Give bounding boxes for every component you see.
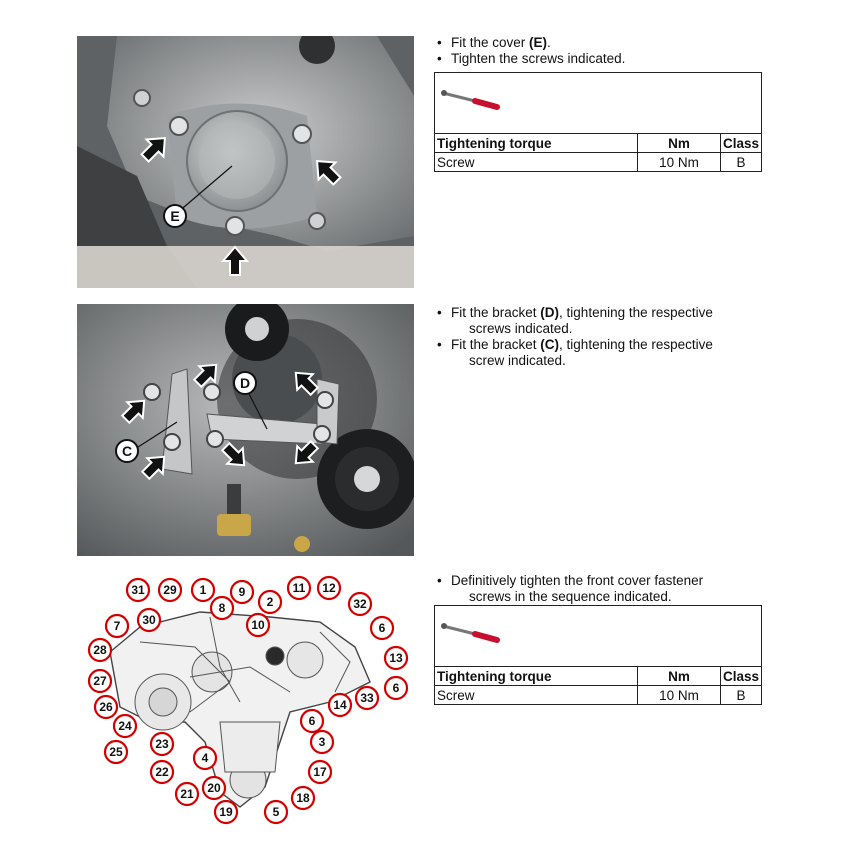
sequence-number: 6 (308, 714, 316, 728)
sequence-number: 8 (218, 601, 226, 615)
torque-wrench-icon (439, 85, 509, 115)
sequence-callout (211, 597, 233, 619)
sequence-callout (194, 747, 216, 769)
sequence-number: 5 (272, 805, 280, 819)
sequence-callout (349, 593, 371, 615)
sequence-number: 11 (292, 581, 306, 595)
sequence-number: 23 (155, 737, 169, 751)
sequence-number: 6 (392, 681, 400, 695)
sequence-number: 13 (389, 651, 403, 665)
label-c: C (121, 443, 133, 459)
sequence-number: 2 (266, 595, 274, 609)
wrench-row (435, 73, 761, 134)
sequence-callout (138, 609, 160, 631)
sequence-callout (309, 761, 331, 783)
label-e: E (170, 208, 180, 224)
sequence-number: 33 (360, 691, 374, 705)
sequence-callout (259, 591, 281, 613)
sequence-callout (106, 615, 128, 637)
sequence-number: 3 (318, 735, 326, 749)
sequence-number: 19 (219, 805, 233, 819)
sequence-callout (385, 647, 407, 669)
sequence-callout (356, 687, 378, 709)
sequence-number: 21 (180, 787, 194, 801)
sequence-callout (292, 787, 314, 809)
screw-d-2 (317, 392, 333, 408)
sequence-callout (265, 801, 287, 823)
instruction-tighten-screws: • Tighten the screws indicated. (437, 51, 626, 66)
sequence-callout (371, 617, 393, 639)
sequence-callout (288, 577, 310, 599)
step1-instructions (435, 35, 625, 67)
sequence-callout (301, 710, 323, 732)
torque-table-2: Tightening torque Nm Class Screw 10 Nm B (434, 605, 762, 705)
sequence-number: 18 (296, 791, 310, 805)
instruction-fit-cover: • Fit the cover (E). (437, 35, 551, 50)
cover-e-photo (77, 36, 414, 288)
sequence-callout (127, 579, 149, 601)
sequence-callout (311, 731, 333, 753)
sequence-number: 29 (163, 583, 177, 597)
torque-wrench-icon (439, 618, 509, 648)
step3-instructions (435, 573, 703, 605)
sequence-number: 6 (378, 621, 386, 635)
sequence-callout (329, 694, 351, 716)
sequence-number: 4 (201, 751, 209, 765)
sequence-callout (203, 777, 225, 799)
screw-top-right (293, 125, 311, 143)
sequence-callout (151, 733, 173, 755)
sequence-number: 22 (155, 765, 169, 779)
sequence-callout (151, 761, 173, 783)
sequence-number: 20 (207, 781, 221, 795)
screw-bottom (226, 217, 244, 235)
instruction-fit-bracket-d: • Fit the bracket (D), tightening the respective screws indicated. (437, 305, 713, 336)
sequence-number: 30 (142, 613, 156, 627)
screw-d-1 (204, 384, 220, 400)
sequence-number: 31 (131, 583, 145, 597)
sequence-callout (176, 783, 198, 805)
sequence-callout (95, 696, 117, 718)
instruction-fit-bracket-c: • Fit the bracket (C), tightening the respective screw indicated. (437, 337, 713, 368)
sequence-callout (114, 715, 136, 737)
screw-c-1 (144, 384, 160, 400)
sequence-number: 12 (322, 581, 336, 595)
sequence-number: 17 (313, 765, 327, 779)
sequence-callout (105, 741, 127, 763)
sequence-number: 32 (353, 597, 367, 611)
screw-top-left (170, 117, 188, 135)
sequence-number: 26 (99, 700, 113, 714)
sequence-number: 25 (109, 745, 123, 759)
torque-table-1: Tightening torque Nm Class Screw 10 Nm B (434, 72, 762, 172)
screw-d-3 (207, 431, 223, 447)
sequence-number: 14 (333, 698, 347, 712)
sequence-number: 10 (251, 618, 265, 632)
sequence-number: 27 (93, 674, 107, 688)
sequence-callout (318, 577, 340, 599)
label-d: D (239, 375, 251, 391)
sequence-number: 28 (93, 643, 107, 657)
sequence-callout (159, 579, 181, 601)
screw-c-2 (164, 434, 180, 450)
wrench-row (435, 606, 761, 667)
front-cover-diagram (80, 572, 415, 830)
sequence-callout (385, 677, 407, 699)
sequence-number: 1 (199, 583, 207, 597)
sequence-callout (89, 670, 111, 692)
sequence-number: 9 (238, 585, 246, 599)
sequence-callout (247, 614, 269, 636)
sequence-callout (89, 639, 111, 661)
step2-instructions (435, 305, 713, 369)
instruction-definitively-tighten: • Definitively tighten the front cover fastener screws in the sequence indicated. (437, 573, 704, 604)
sequence-callout (192, 579, 214, 601)
sequence-number: 7 (113, 619, 121, 633)
screw-d-4 (314, 426, 330, 442)
sequence-callout (215, 801, 237, 823)
brackets-photo (77, 304, 414, 556)
sequence-number: 24 (118, 719, 132, 733)
sequence-callout (231, 581, 253, 603)
